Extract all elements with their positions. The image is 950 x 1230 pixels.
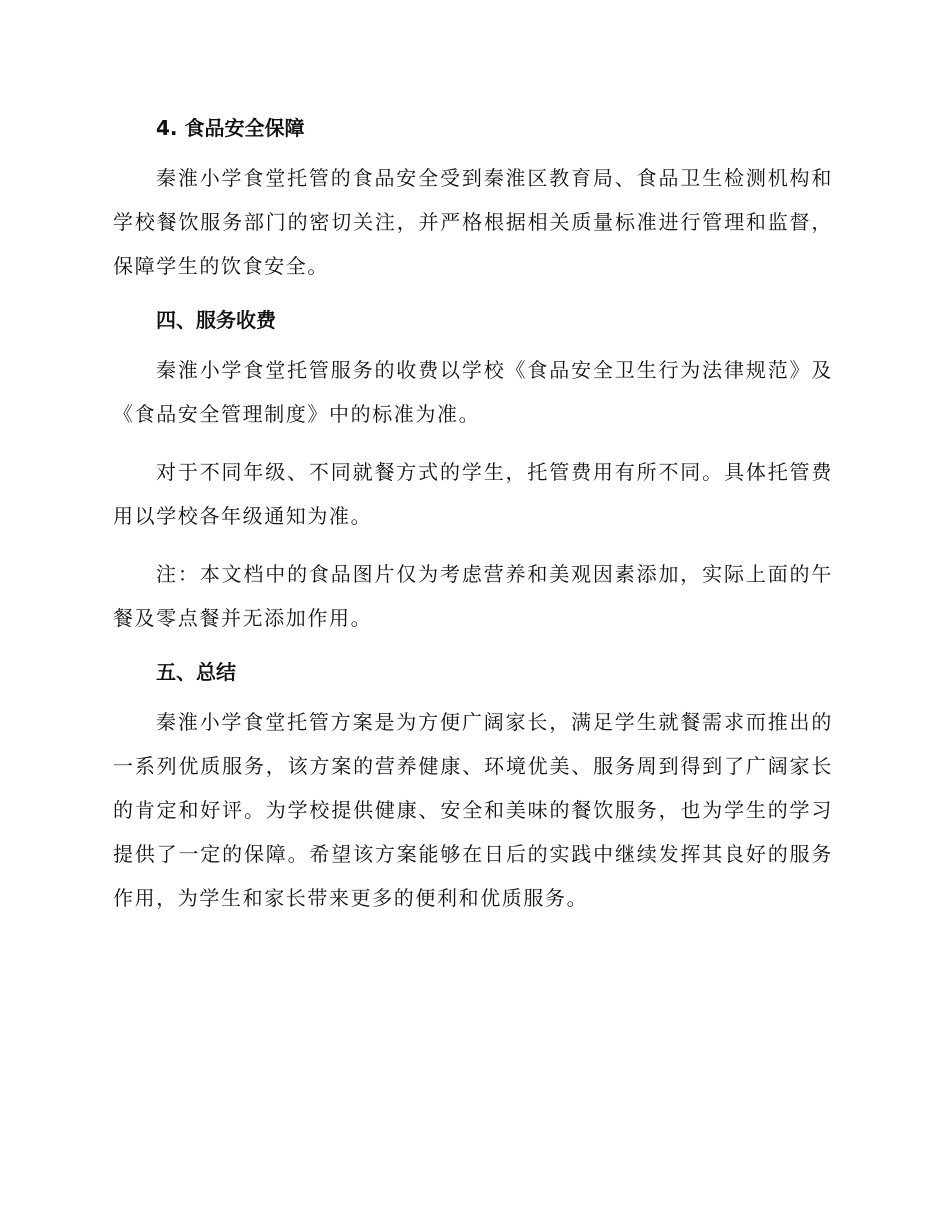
paragraph-note: 注：本文档中的食品图片仅为考虑营养和美观因素添加，实际上面的午餐及零点餐并无添加作用。 bbox=[113, 562, 833, 630]
paragraph-food-safety: 秦淮小学食堂托管的食品安全受到秦淮区教育局、食品卫生检测机构和学校餐饮服务部门的密切关注，并严格根据相关质量标准进行管理和监督，保障学生的饮食安全。 bbox=[113, 166, 833, 278]
section-heading-summary: 五、总结 bbox=[156, 660, 236, 684]
paragraph-fee-standard: 秦淮小学食堂托管服务的收费以学校《食品安全卫生行为法律规范》及《食品安全管理制度》中的标准为准。 bbox=[113, 358, 833, 426]
document-page bbox=[113, 110, 833, 920]
paragraph-summary: 秦淮小学食堂托管方案是为方便广阔家长，满足学生就餐需求而推出的一系列优质服务，该方案的营养健康、环境优美、服务周到得到了广阔家长的肯定和好评。为学校提供健康、安全和美味的餐饮服务，也为学生的学习提供了一定的保障。希望该方案能够在日后的实践中继续发挥其良好的服务作用，为学生和家长带来更多的便利和优质服务。 bbox=[113, 710, 833, 910]
section-heading-food-safety: 4. 食品安全保障 bbox=[156, 116, 305, 140]
section-heading-service-fees: 四、服务收费 bbox=[156, 308, 276, 332]
paragraph-fee-variation: 对于不同年级、不同就餐方式的学生，托管费用有所不同。具体托管费用以学校各年级通知为准。 bbox=[113, 460, 833, 528]
